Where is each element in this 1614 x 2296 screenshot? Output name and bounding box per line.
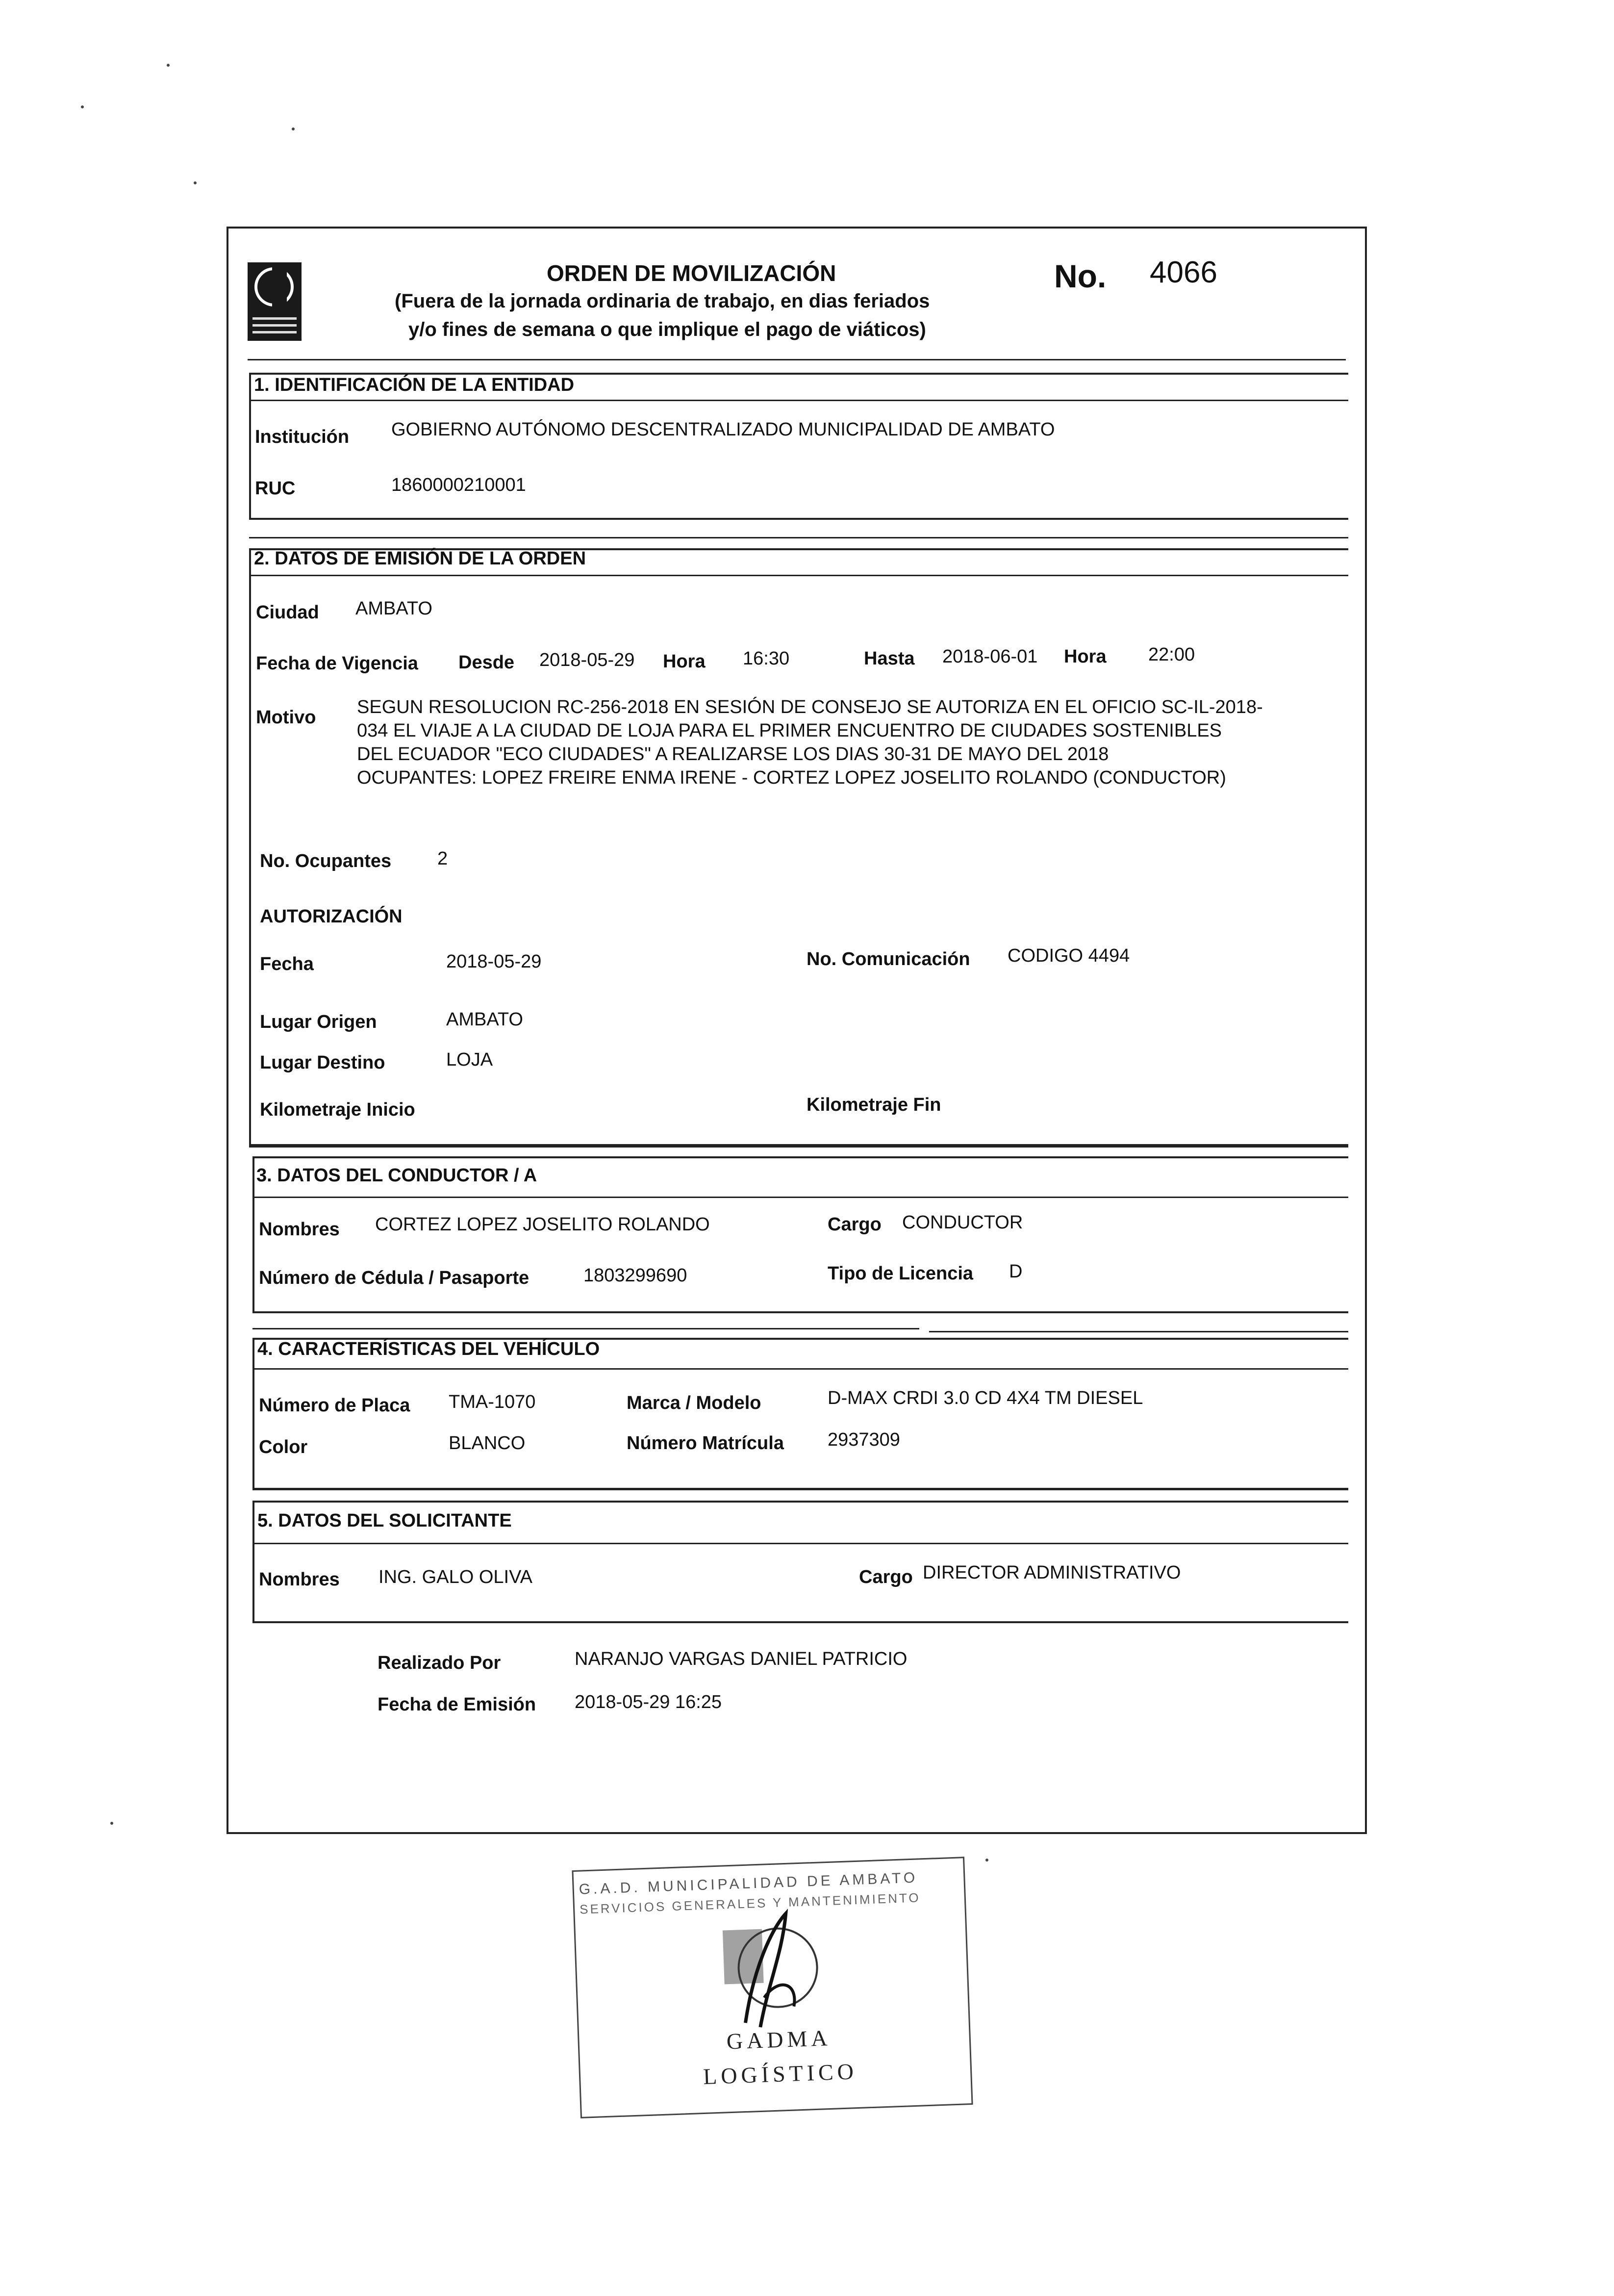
section-1-heading: 1. IDENTIFICACIÓN DE LA ENTIDAD [254,375,575,395]
institucion-value: GOBIERNO AUTÓNOMO DESCENTRALIZADO MUNICIPALIDAD DE AMBATO [391,419,1055,440]
official-stamp [572,1857,973,2118]
ciudad-label: Ciudad [256,602,319,623]
hasta-value: 2018-06-01 [942,646,1038,667]
section-emision [249,548,1348,1148]
fecha-value: 2018-05-29 [446,951,542,972]
motivo-line: 034 EL VIAJE A LA CIUDAD DE LOJA PARA EL PRIMER ENCUENTRO DE CIUDADES SOSTENIBLES [357,720,1222,741]
solicitante-nombres-label: Nombres [259,1569,340,1590]
ruc-label: RUC [255,478,296,499]
ciudad-value: AMBATO [355,598,432,619]
order-number-label: No. [1054,258,1107,294]
ocupantes-label: No. Ocupantes [260,851,392,871]
motivo-text [357,695,1263,790]
section-divider [929,1331,1348,1332]
fecha-label: Fecha [260,954,314,974]
section-divider [249,575,1348,576]
motivo-line: DEL ECUADOR "ECO CIUDADES" A REALIZARSE LOS DIAS 30-31 DE MAYO DEL 2018 [357,744,1109,765]
licencia-label: Tipo de Licencia [828,1263,974,1284]
matricula-label: Número Matrícula [627,1433,784,1454]
solicitante-cargo-value: DIRECTOR ADMINISTRATIVO [923,1562,1181,1583]
section-divider [249,400,1348,401]
desde-value: 2018-05-29 [539,650,635,670]
scan-speck [110,1822,113,1825]
km-fin-label: Kilometraje Fin [807,1095,941,1115]
section-divider [249,1144,1348,1146]
section-4-heading: 4. CARACTERÍSTICAS DEL VEHÍCULO [257,1339,600,1359]
section-3-heading: 3. DATOS DEL CONDUCTOR / A [256,1165,537,1186]
subtitle-line-1: (Fuera de la jornada ordinaria de trabajo, en dias feriados [395,290,930,312]
conductor-nombres-value: CORTEZ LOPEZ JOSELITO ROLANDO [375,1214,710,1235]
page-title: ORDEN DE MOVILIZACIÓN [547,260,836,286]
scan-speck [167,64,170,67]
header-divider [248,359,1346,360]
scan-speck [292,128,295,130]
section-divider [249,537,1348,538]
placa-value: TMA-1070 [449,1392,536,1412]
autorizacion-label: AUTORIZACIÓN [260,906,403,927]
motivo-line: SEGUN RESOLUCION RC-256-2018 EN SESIÓN DE CONSEJO SE AUTORIZA EN EL OFICIO SC-IL-2018- [357,697,1263,717]
hora-hasta-label: Hora [1064,646,1107,667]
signature-mark [712,1907,834,2039]
marca-value: D-MAX CRDI 3.0 CD 4X4 TM DIESEL [828,1388,1143,1408]
hora-desde-value: 16:30 [743,648,790,669]
section-vehiculo [252,1338,1348,1490]
scan-speck [985,1859,988,1862]
matricula-value: 2937309 [828,1429,900,1450]
motivo-label: Motivo [256,707,316,728]
section-divider [252,1543,1348,1544]
conductor-cargo-label: Cargo [828,1214,882,1235]
vigencia-label: Fecha de Vigencia [256,653,418,674]
realizado-label: Realizado Por [378,1653,501,1673]
stamp-line-1: G.A.D. MUNICIPALIDAD DE AMBATO [579,1869,918,1898]
marca-label: Marca / Modelo [627,1393,761,1413]
scan-speck [81,105,84,108]
scan-speck [194,181,197,184]
destino-value: LOJA [446,1049,493,1070]
origen-value: AMBATO [446,1009,523,1030]
placa-label: Número de Placa [259,1395,410,1416]
section-2-heading: 2. DATOS DE EMISIÓN DE LA ORDEN [254,548,586,569]
cedula-label: Número de Cédula / Pasaporte [259,1268,530,1288]
comunicacion-label: No. Comunicación [807,949,970,969]
section-5-heading: 5. DATOS DEL SOLICITANTE [257,1510,512,1531]
motivo-line: OCUPANTES: LOPEZ FREIRE ENMA IRENE - CORTEZ LOPEZ JOSELITO ROLANDO (CONDUCTOR) [357,767,1226,788]
stamp-line-2: SERVICIOS GENERALES Y MANTENIMIENTO [579,1890,921,1917]
cedula-value: 1803299690 [583,1265,687,1286]
section-divider [252,1489,1348,1490]
stamp-line-3: GADMA [726,2025,832,2054]
conductor-cargo-value: CONDUCTOR [902,1212,1023,1233]
section-divider [252,1368,1348,1370]
stamp-line-4: LOGÍSTICO [703,2059,858,2090]
licencia-value: D [1009,1261,1023,1282]
section-divider [252,1197,1348,1198]
desde-label: Desde [458,652,515,673]
solicitante-cargo-label: Cargo [859,1567,913,1587]
emision-value: 2018-05-29 16:25 [575,1692,722,1712]
hasta-label: Hasta [864,648,915,669]
origen-label: Lugar Origen [260,1012,377,1032]
order-number-value: 4066 [1150,255,1217,289]
institution-logo [248,262,302,341]
comunicacion-value: CODIGO 4494 [1008,945,1130,966]
subtitle-line-2: y/o fines de semana o que implique el pago de viáticos) [408,319,926,340]
color-value: BLANCO [449,1433,526,1454]
hora-hasta-value: 22:00 [1148,644,1195,665]
institucion-label: Institución [255,427,350,447]
realizado-value: NARANJO VARGAS DANIEL PATRICIO [575,1649,908,1669]
ruc-value: 1860000210001 [391,475,526,495]
color-label: Color [259,1437,308,1457]
conductor-nombres-label: Nombres [259,1219,340,1240]
solicitante-nombres-value: ING. GALO OLIVA [378,1567,532,1587]
ocupantes-value: 2 [437,848,448,869]
hora-desde-label: Hora [663,651,706,672]
section-divider [252,1328,919,1329]
emision-label: Fecha de Emisión [378,1694,536,1715]
destino-label: Lugar Destino [260,1052,385,1073]
km-inicio-label: Kilometraje Inicio [260,1099,415,1120]
